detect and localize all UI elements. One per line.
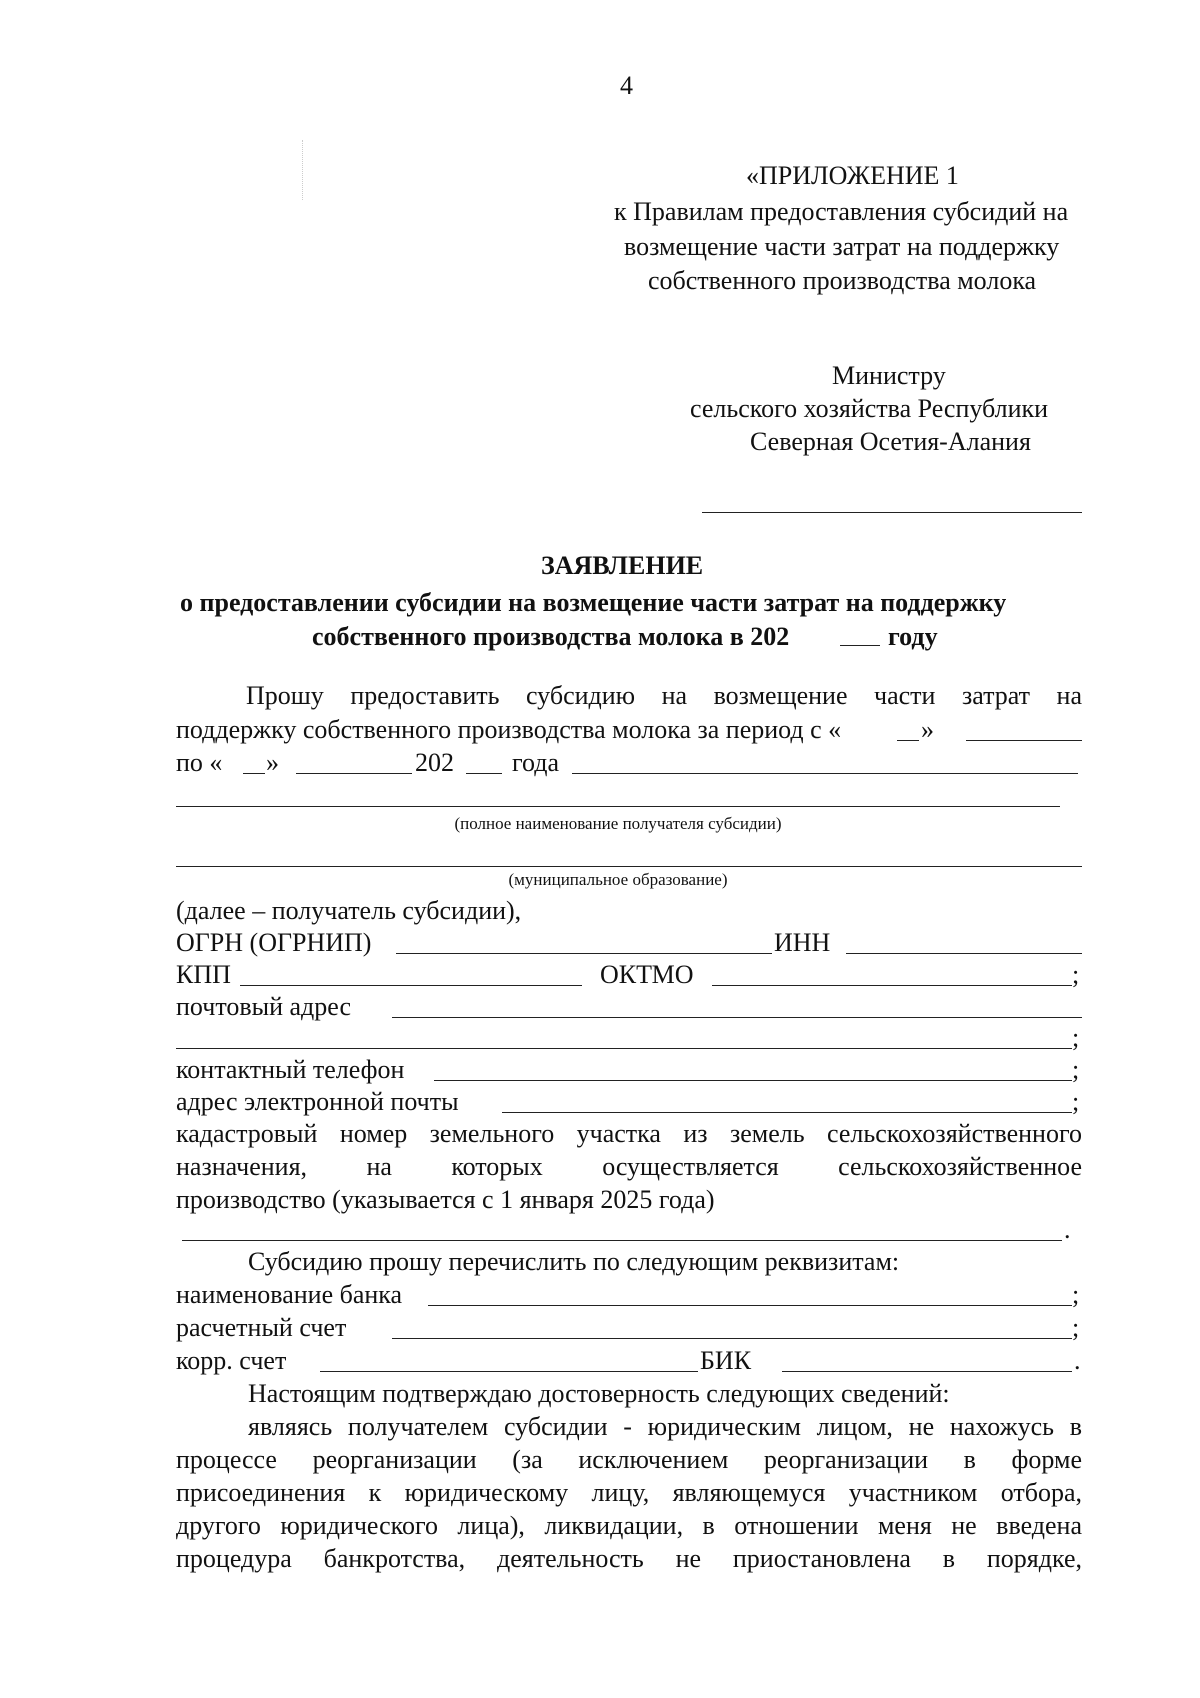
ogrn-field [396,953,772,954]
ogrn-label: ОГРН (ОГРНИП) [176,928,372,957]
month-blank [296,773,412,774]
recipient-blank [176,806,1060,807]
signature-line [702,512,1082,513]
year-blank [840,645,880,646]
day-blank [243,773,265,774]
account-field [392,1338,1072,1339]
oktmo-field [712,985,1072,986]
confirm-line: процессе реорганизации (за исключением реорганизации в форме [176,1445,1082,1474]
postal-address-label: почтовый адрес [176,992,351,1021]
municipality-blank [176,866,1082,867]
day-blank [897,740,919,741]
semicolon: ; [1072,1055,1080,1084]
period-mark: . [1074,1346,1081,1375]
corr-account-field [320,1371,698,1372]
document-title: ЗАЯВЛЕНИЕ [541,551,704,580]
hereinafter-text: (далее – получатель субсидии), [176,896,522,925]
bank-name-label: наименование банка [176,1280,403,1309]
cadastral-line: производство (указывается с 1 января 2025 года) [176,1185,715,1214]
document-subtitle: собственного производства молока в 202 [312,622,790,651]
semicolon: ; [1072,960,1080,989]
inn-label: ИНН [774,928,831,957]
bank-name-field [428,1305,1072,1306]
appendix-title: «ПРИЛОЖЕНИЕ 1 [746,161,959,190]
appendix-line: возмещение части затрат на поддержку [624,232,1060,261]
period-mark: . [1064,1215,1071,1244]
request-line: поддержку собственного производства молока за период с « [176,715,842,744]
appendix-line: собственного производства молока [648,266,1037,295]
confirm-line: другого юридического лица), ликвидации, в отношении меня не введена [176,1511,1082,1540]
municipality-caption: (муниципальное образование) [508,870,728,889]
appendix-line: к Правилам предоставления субсидий на [614,197,1069,226]
email-label: адрес электронной почты [176,1087,459,1116]
addressee-line: сельского хозяйства Республики [690,394,1049,423]
corr-account-label: корр. счет [176,1346,287,1375]
year-blank [466,773,502,774]
bik-label: БИК [700,1346,752,1375]
cadastral-field [182,1240,1062,1241]
semicolon: ; [1072,1313,1080,1342]
quote-mark: » [266,748,279,777]
oktmo-label: ОКТМО [600,960,694,989]
cadastral-line: кадастровый номер земельного участка из земель сельскохозяйственного [176,1119,1082,1148]
page-number: 4 [620,71,633,100]
confirm-line: процедура банкротства, деятельность не приостановлена в порядке, [176,1544,1082,1573]
document-subtitle: году [888,622,938,651]
scan-artifact [302,140,303,200]
request-line: Прошу предоставить субсидию на возмещение части затрат на [246,681,1082,710]
semicolon: ; [1072,1280,1080,1309]
postal-address-field [392,1017,1082,1018]
bank-intro: Субсидию прошу перечислить по следующим реквизитам: [248,1247,900,1276]
confirm-line: присоединения к юридическому лицу, являющемуся участником отбора, [176,1478,1082,1507]
account-label: расчетный счет [176,1313,347,1342]
recipient-blank [572,773,1078,774]
semicolon: ; [1072,1023,1080,1052]
year-prefix: 202 [415,748,454,777]
month-blank [966,740,1082,741]
kpp-label: КПП [176,960,231,989]
bik-field [782,1371,1072,1372]
kpp-field [240,985,582,986]
confirm-intro: Настоящим подтверждаю достоверность следующих сведений: [248,1379,950,1408]
phone-field [434,1080,1072,1081]
recipient-caption: (полное наименование получателя субсидии) [454,814,782,833]
email-field [502,1112,1072,1113]
cadastral-line: назначения, на которых осуществляется сельскохозяйственное [176,1152,1082,1181]
phone-label: контактный телефон [176,1055,405,1084]
semicolon: ; [1072,1087,1080,1116]
request-line: по « [176,748,223,777]
quote-mark: » [921,715,934,744]
year-suffix: года [512,748,560,777]
addressee-line: Северная Осетия-Алания [750,427,1031,456]
addressee-line: Министру [832,361,946,390]
confirm-line: являясь получателем субсидии - юридическим лицом, не нахожусь в [248,1412,1082,1441]
postal-address-field [176,1048,1072,1049]
document-subtitle: о предоставлении субсидии на возмещение части затрат на поддержку [180,588,1007,617]
inn-field [846,953,1082,954]
